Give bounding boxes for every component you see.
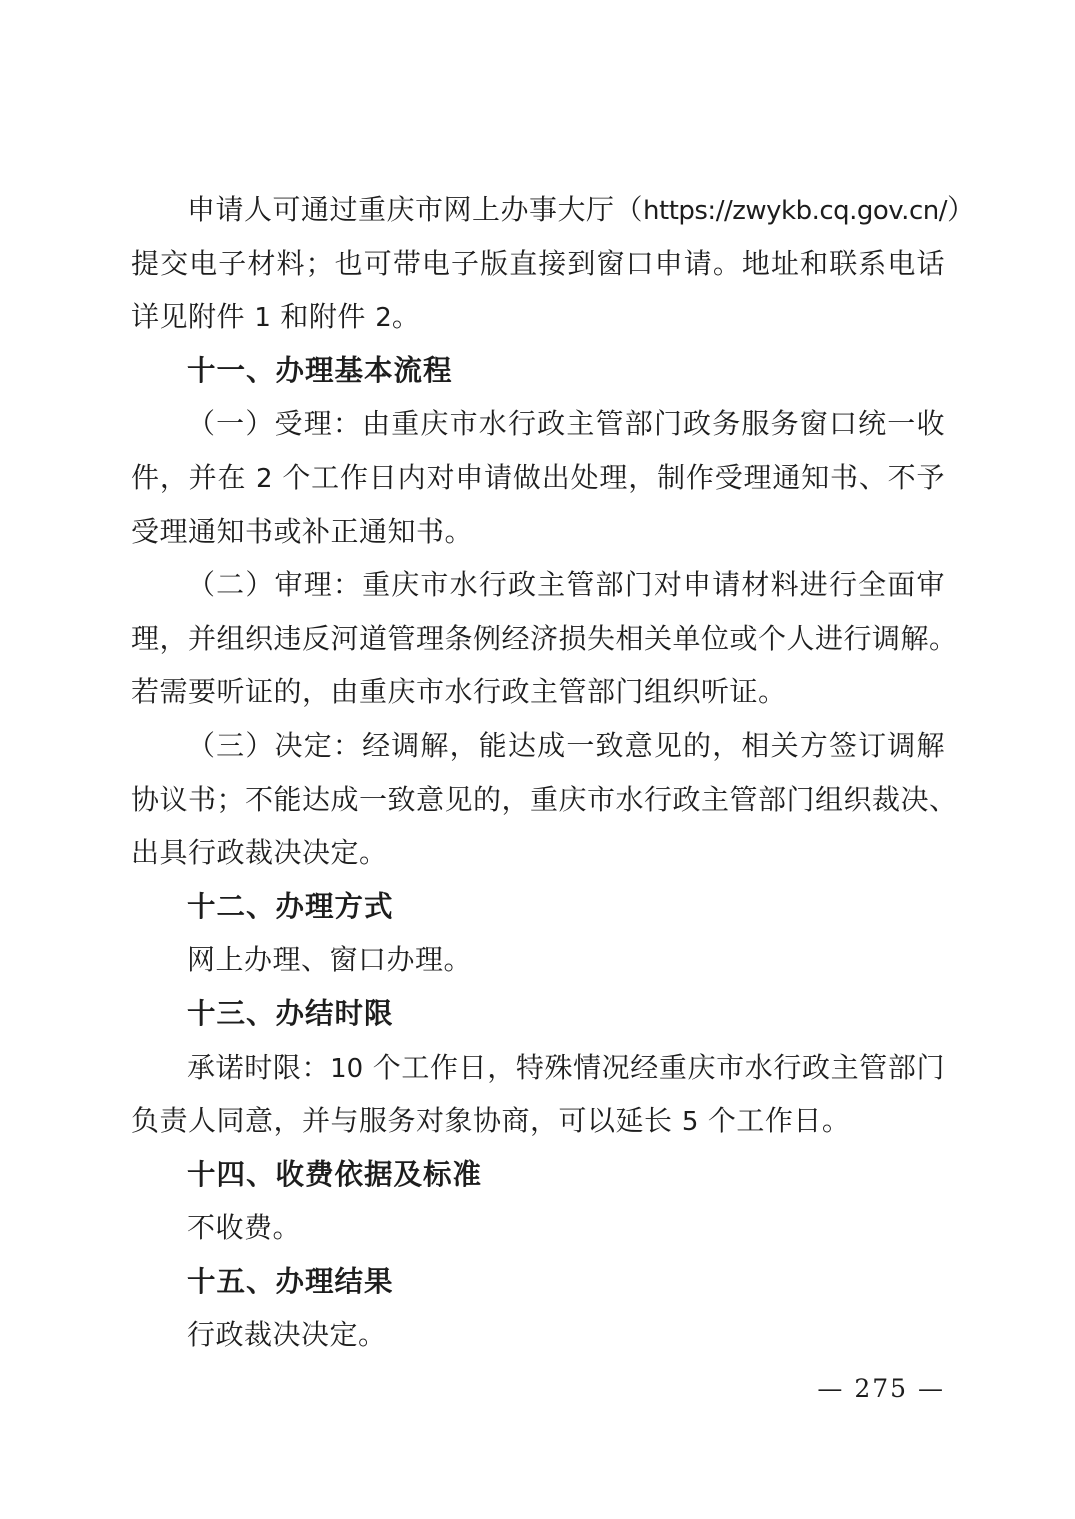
item-1-line-2-text-b: 个工作日内对申请做出处理，制作受理通知书、不予 bbox=[272, 460, 946, 494]
item-1-line-3: 受理通知书或补正通知书。 bbox=[131, 514, 474, 548]
working-days-5: 5 bbox=[681, 1107, 699, 1138]
document-body bbox=[131, 183, 976, 1416]
section-11-heading: 十一、办理基本流程 bbox=[187, 353, 453, 387]
portal-url: https://zwykb.cq.gov.cn/ bbox=[643, 196, 947, 226]
section-15-heading: 十五、办理结果 bbox=[187, 1264, 394, 1298]
section-13-line-1-text-b: 个工作日，特殊情况经重庆市水行政主管部门 bbox=[363, 1050, 945, 1084]
working-days-10: 10 bbox=[330, 1053, 364, 1084]
intro-line-2: 提交电子材料；也可带电子版直接到窗口申请。地址和联系电话 bbox=[131, 246, 945, 280]
item-3-line-3: 出具行政裁决决定。 bbox=[131, 836, 388, 870]
section-13-heading: 十三、办结时限 bbox=[187, 996, 394, 1030]
section-13-line-2-text-b: 个工作日。 bbox=[698, 1104, 851, 1138]
item-1-line-1: （一）受理：由重庆市水行政主管部门政务服务窗口统一收 bbox=[187, 407, 945, 441]
attachment-1-number: 1 bbox=[254, 303, 271, 334]
section-15-body: 行政裁决决定。 bbox=[187, 1318, 387, 1352]
working-days-2: 2 bbox=[256, 463, 273, 494]
item-3-line-2: 协议书；不能达成一致意见的，重庆市水行政主管部门组织裁决、 bbox=[131, 782, 958, 816]
item-1-line-2-text-a: 件，并在 bbox=[131, 460, 257, 494]
intro-line-3-text-b: 和附件 bbox=[270, 300, 376, 334]
attachment-2-number: 2 bbox=[375, 303, 392, 334]
intro-line-1 bbox=[131, 183, 976, 237]
item-2-line-3: 若需要听证的，由重庆市水行政主管部门组织听证。 bbox=[131, 675, 787, 709]
section-12-heading: 十二、办理方式 bbox=[187, 889, 394, 923]
section-14-body: 不收费。 bbox=[187, 1211, 302, 1245]
section-13-line-2-text-a: 负责人同意，并与服务对象协商，可以延长 bbox=[131, 1104, 682, 1138]
intro-line-3-text-c: 。 bbox=[391, 300, 421, 334]
intro-line-3 bbox=[131, 290, 945, 344]
section-12-body: 网上办理、窗口办理。 bbox=[187, 943, 473, 977]
section-13-line-1-text-a: 承诺时限： bbox=[187, 1050, 331, 1084]
intro-line-1-suffix: ） bbox=[946, 193, 976, 226]
item-2-line-1: （二）审理：重庆市水行政主管部门对申请材料进行全面审 bbox=[187, 568, 945, 602]
intro-line-1-prefix: 申请人可通过重庆市网上办事大厅（ bbox=[187, 193, 644, 226]
section-14-heading: 十四、收费依据及标准 bbox=[187, 1157, 483, 1191]
item-3-line-1: （三）决定：经调解，能达成一致意见的，相关方签订调解 bbox=[187, 728, 945, 762]
item-1-line-2 bbox=[131, 451, 945, 505]
intro-line-3-text-a: 详见附件 bbox=[131, 300, 255, 334]
page-number: — 275 — bbox=[817, 1374, 945, 1404]
item-2-line-2: 理，并组织违反河道管理条例经济损失相关单位或个人进行调解。 bbox=[131, 621, 958, 655]
section-13-line-2 bbox=[131, 1094, 945, 1148]
section-13-line-1 bbox=[131, 1041, 945, 1095]
